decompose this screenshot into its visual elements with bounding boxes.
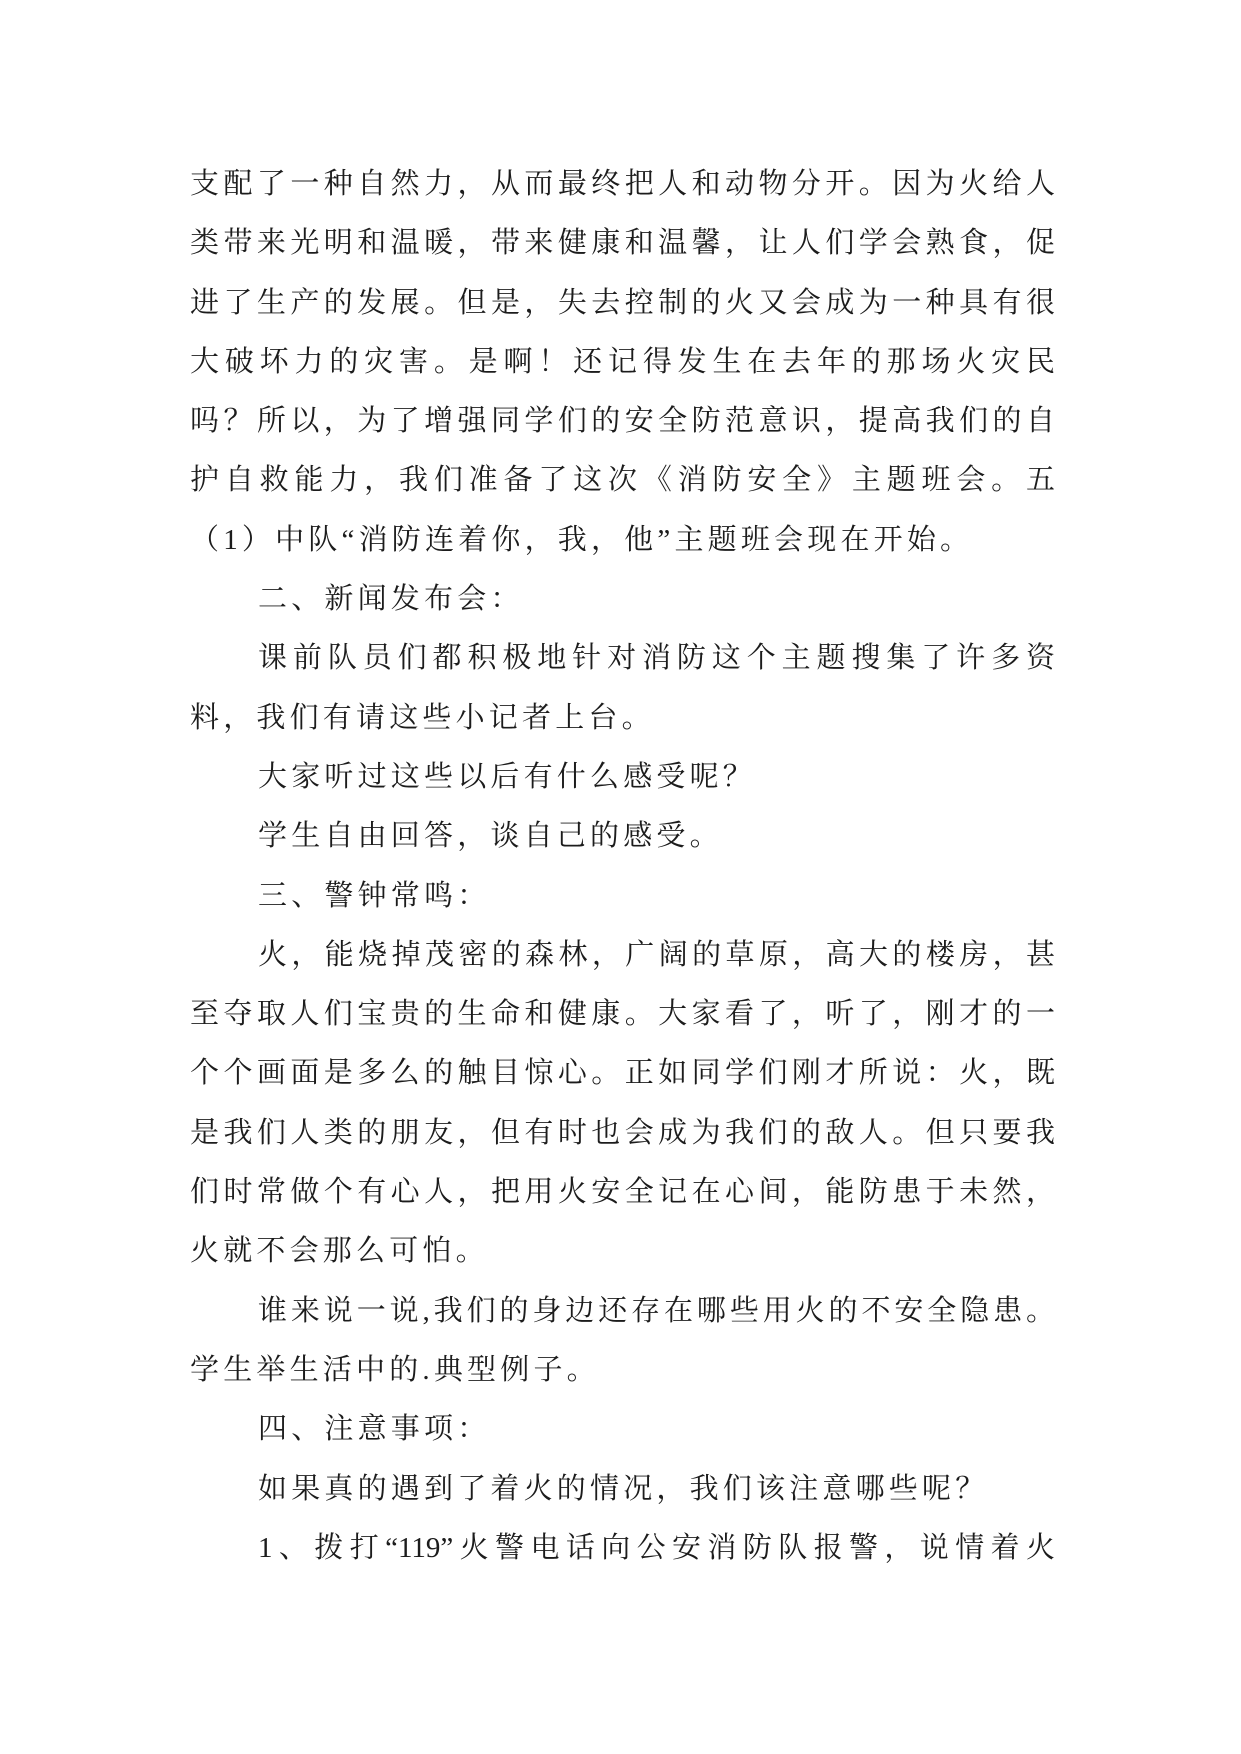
paragraph xyxy=(190,629,1055,748)
text-line: （1）中队“消防连着你，我，他”主题班会现在开始。 xyxy=(190,523,974,556)
text-line: 进了生产的发展。但是，失去控制的火又会成为一种具有很 xyxy=(190,286,1055,319)
document-page xyxy=(190,155,1055,1578)
text-line: 们时常做个有心人，把用火安全记在心间，能防患于未然， xyxy=(190,1176,1055,1209)
text-line: 火，能烧掉茂密的森林，广阔的草原，高大的楼房，甚 xyxy=(258,938,1055,971)
text-line: 料，我们有请这些小记者上台。 xyxy=(190,701,655,734)
text-line: 如果真的遇到了着火的情况，我们该注意哪些呢？ xyxy=(258,1472,989,1505)
text-line: 课前队员们都积极地针对消防这个主题搜集了许多资 xyxy=(258,642,1055,675)
text-line: 至夺取人们宝贵的生命和健康。大家看了，听了，刚才的一 xyxy=(190,998,1055,1031)
text-line: 大破坏力的灾害。是啊！还记得发生在去年的那场火灾民 xyxy=(190,345,1055,378)
text-line: 1、拨打“119”火警电话向公安消防队报警，说情着火 xyxy=(258,1531,1055,1564)
paragraph xyxy=(190,1519,1055,1578)
text-line: 学生举生活中的.典型例子。 xyxy=(190,1353,600,1386)
text-line: 三、警钟常鸣： xyxy=(258,879,491,912)
text-line: 个个画面是多么的触目惊心。正如同学们刚才所说：火，既 xyxy=(190,1057,1055,1090)
paragraph xyxy=(190,1460,1055,1519)
paragraph xyxy=(190,1282,1055,1401)
paragraph xyxy=(190,926,1055,1282)
paragraph xyxy=(190,748,1055,807)
text-line: 二、新闻发布会： xyxy=(258,583,524,616)
text-line: 类带来光明和温暖，带来健康和温馨，让人们学会熟食，促 xyxy=(190,227,1055,260)
text-line: 是我们人类的朋友，但有时也会成为我们的敌人。但只要我 xyxy=(190,1116,1055,1149)
text-line: 大家听过这些以后有什么感受呢？ xyxy=(258,760,757,793)
text-line: 支配了一种自然力，从而最终把人和动物分开。因为火给人 xyxy=(190,168,1055,200)
section-heading xyxy=(190,1400,1055,1459)
text-line: 谁来说一说,我们的身边还存在哪些用火的不安全隐患。 xyxy=(258,1294,1055,1327)
text-line: 吗？所以，为了增强同学们的安全防范意识，提高我们的自 xyxy=(190,405,1055,438)
text-line: 四、注意事项： xyxy=(258,1413,491,1446)
paragraph xyxy=(190,155,1055,570)
section-heading xyxy=(190,867,1055,926)
section-heading xyxy=(190,570,1055,629)
text-line: 火就不会那么可怕。 xyxy=(190,1235,489,1268)
text-line: 学生自由回答，谈自己的感受。 xyxy=(258,820,723,853)
paragraph xyxy=(190,807,1055,866)
text-line: 护自救能力，我们准备了这次《消防安全》主题班会。五 xyxy=(190,464,1055,497)
